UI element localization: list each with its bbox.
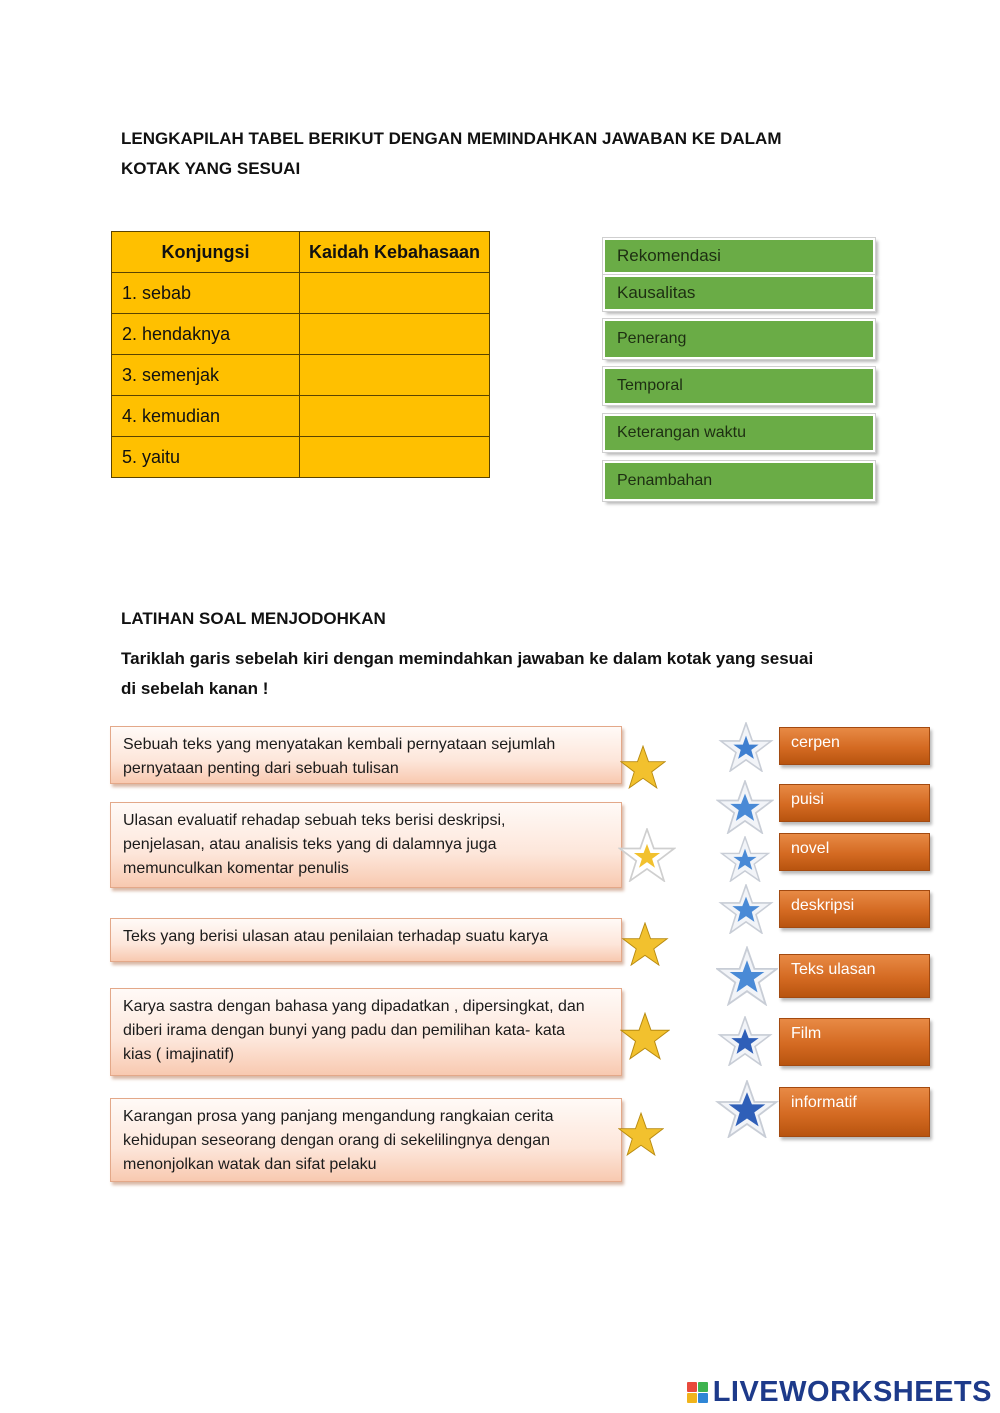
blue-star-icon[interactable] xyxy=(716,836,774,882)
title-line: LENGKAPILAH TABEL BERIKUT DENGAN MEMINDAHKAN JAWABAN KE DALAM xyxy=(121,129,782,148)
option-keterangan-waktu[interactable]: Keterangan waktu xyxy=(603,414,875,452)
section2-instruction xyxy=(121,644,921,704)
conjunction-table xyxy=(111,231,490,478)
section1-title xyxy=(121,124,901,184)
answer-teks-ulasan[interactable]: Teks ulasan xyxy=(779,954,930,998)
blue-star-icon[interactable] xyxy=(714,1080,780,1138)
table-cell-conjunction: 3. semenjak xyxy=(112,355,300,396)
logo-letter-v xyxy=(687,1393,697,1403)
table-cell-conjunction: 1. sebab xyxy=(112,273,300,314)
drop-cell[interactable] xyxy=(300,396,490,437)
answer-film[interactable]: Film xyxy=(779,1018,930,1066)
statement-1 xyxy=(110,726,622,784)
gold-star-icon[interactable] xyxy=(621,922,669,966)
gold-star-icon[interactable] xyxy=(620,745,666,789)
option-penerang[interactable]: Penerang xyxy=(603,319,875,359)
statement-line: Ulasan evaluatif rehadap sebuah teks berisi deskripsi, xyxy=(123,812,506,829)
statement-line: menonjolkan watak dan sifat pelaku xyxy=(123,1156,377,1173)
option-penambahan[interactable]: Penambahan xyxy=(603,461,875,501)
statement-2 xyxy=(110,802,622,888)
drop-cell[interactable] xyxy=(300,355,490,396)
instruction-line: di sebelah kanan ! xyxy=(121,679,269,698)
header-konjungsi: Konjungsi xyxy=(112,232,300,273)
gold-star-icon[interactable] xyxy=(620,1012,670,1060)
option-rekomendasi[interactable]: Rekomendasi xyxy=(603,238,875,274)
blue-star-icon[interactable] xyxy=(712,1016,778,1066)
drop-cell[interactable] xyxy=(300,273,490,314)
statement-line: kehidupan seseorang dengan orang di sekelilingnya dengan xyxy=(123,1132,550,1149)
logo-letter-l xyxy=(687,1382,697,1392)
statement-line: memunculkan komentar penulis xyxy=(123,860,349,877)
answer-informatif[interactable]: informatif xyxy=(779,1087,930,1137)
answer-deskripsi[interactable]: deskripsi xyxy=(779,890,930,928)
gold-star-icon[interactable] xyxy=(618,1108,664,1160)
logo-letter-e xyxy=(698,1393,708,1403)
answer-cerpen[interactable]: cerpen xyxy=(779,727,930,765)
table-cell-conjunction: 2. hendaknya xyxy=(112,314,300,355)
option-temporal[interactable]: Temporal xyxy=(603,367,875,405)
blue-star-icon[interactable] xyxy=(716,780,774,834)
statement-line: Teks yang berisi ulasan atau penilaian terhadap suatu karya xyxy=(123,928,549,945)
blue-star-icon[interactable] xyxy=(716,946,778,1006)
answer-novel[interactable]: novel xyxy=(779,833,930,871)
liveworksheets-logo-icon xyxy=(687,1382,708,1403)
statement-line: Karya sastra dengan bahasa yang dipadatkan , dipersingkat, dan xyxy=(123,998,585,1015)
table-cell-conjunction: 4. kemudian xyxy=(112,396,300,437)
logo-letter-i xyxy=(698,1382,708,1392)
table-cell-conjunction: 5. yaitu xyxy=(112,437,300,478)
statement-3 xyxy=(110,918,622,962)
drop-cell[interactable] xyxy=(300,314,490,355)
brand-text: LIVEWORKSHEETS xyxy=(712,1376,992,1408)
statement-line: kias ( imajinatif) xyxy=(123,1046,235,1063)
option-kausalitas[interactable]: Kausalitas xyxy=(603,275,875,311)
title-line: KOTAK YANG SESUAI xyxy=(121,159,301,178)
statement-line: Sebuah teks yang menyatakan kembali pernyataan sejumlah xyxy=(123,736,556,753)
blue-star-icon[interactable] xyxy=(716,722,776,772)
section2-title: LATIHAN SOAL MENJODOHKAN xyxy=(121,609,386,628)
statement-line: diberi irama dengan bunyi yang padu dan pemilihan kata- kata xyxy=(123,1022,566,1039)
liveworksheets-logo xyxy=(687,1376,992,1409)
header-kaidah: Kaidah Kebahasaan xyxy=(300,232,490,273)
statement-4 xyxy=(110,988,622,1076)
statement-line: penjelasan, atau analisis teks yang di dalamnya juga xyxy=(123,836,497,853)
instruction-line: Tariklah garis sebelah kiri dengan memindahkan jawaban ke dalam kotak yang sesuai xyxy=(121,649,814,668)
statement-5 xyxy=(110,1098,622,1182)
statement-line: pernyataan penting dari sebuah tulisan xyxy=(123,760,399,777)
blue-star-icon[interactable] xyxy=(716,884,776,934)
gold-star-icon[interactable] xyxy=(618,828,676,882)
answer-puisi[interactable]: puisi xyxy=(779,784,930,822)
drop-cell[interactable] xyxy=(300,437,490,478)
statement-line: Karangan prosa yang panjang mengandung rangkaian cerita xyxy=(123,1108,554,1125)
